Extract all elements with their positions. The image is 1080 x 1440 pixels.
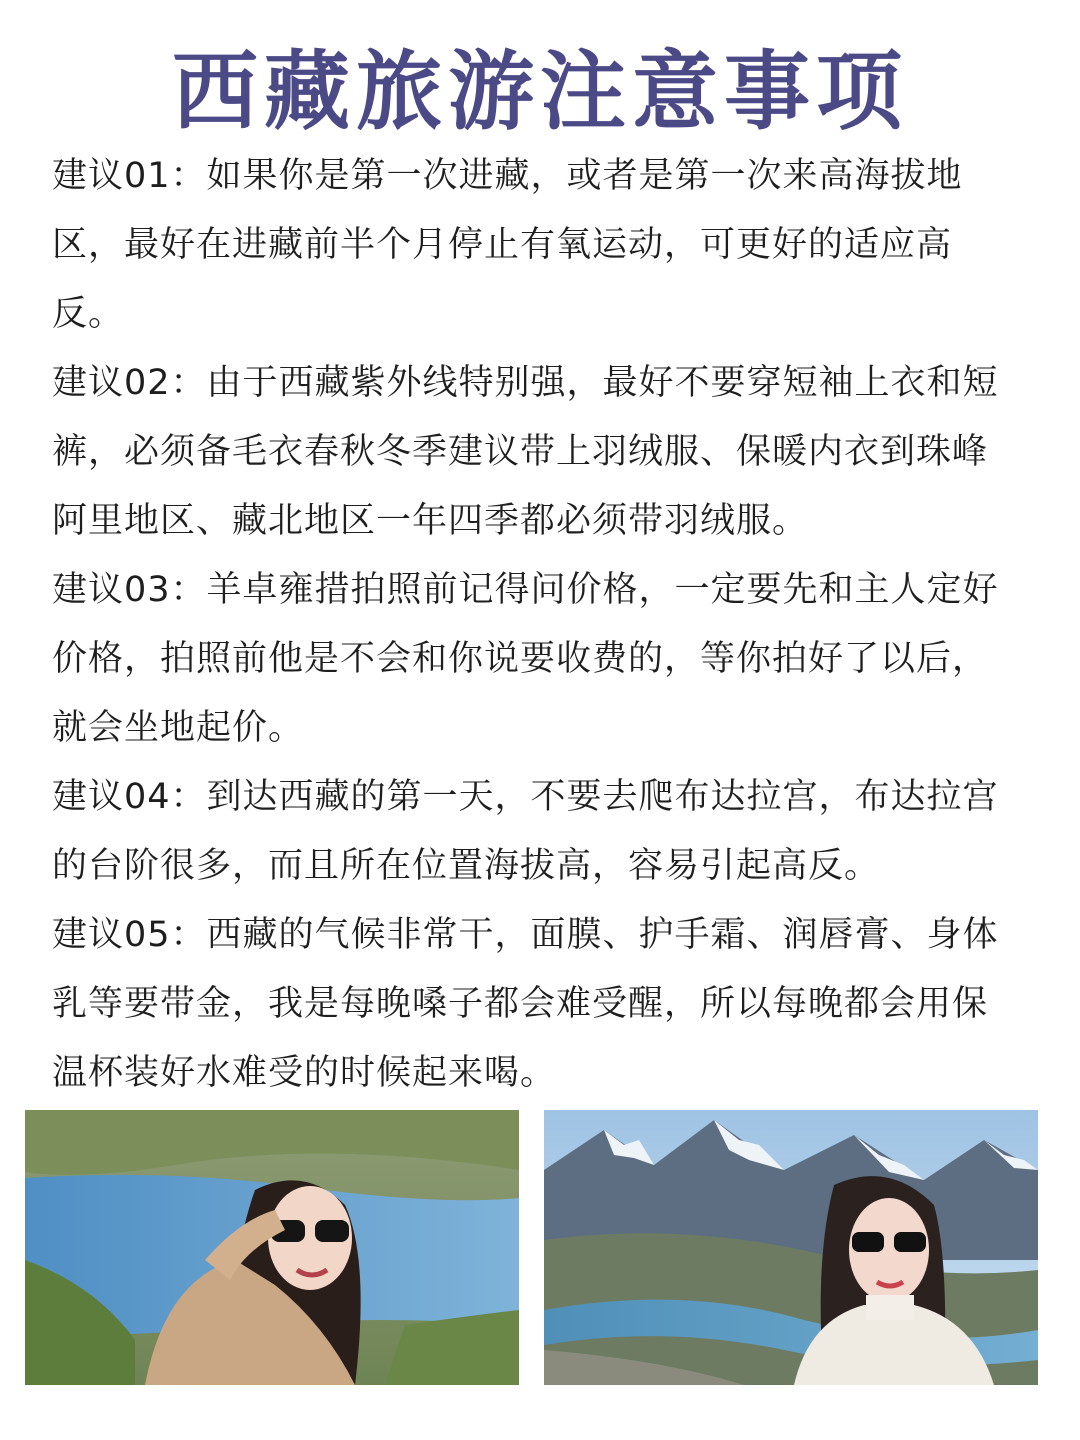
tip-item bbox=[52, 142, 1012, 349]
tip-label: 建议05： bbox=[52, 915, 207, 955]
tip-label: 建议01： bbox=[52, 156, 207, 196]
tip-label: 建议02： bbox=[52, 363, 207, 403]
tip-item bbox=[52, 901, 1012, 1108]
lake-scene-illustration bbox=[25, 1110, 519, 1385]
tip-label: 建议03： bbox=[52, 570, 207, 610]
tip-text: 西藏的气候非常干，面膜、护手霜、润唇膏、身体乳等要带金，我是每晚嗓子都会难受醒，所以每晚都会用保温杯装好水难受的时候起来喝。 bbox=[52, 915, 999, 1093]
mountain-scene-illustration bbox=[544, 1110, 1038, 1385]
photo-mountain-woman bbox=[544, 1110, 1038, 1385]
tip-text: 如果你是第一次进藏，或者是第一次来高海拔地区，最好在进藏前半个月停止有氧运动，可更好的适应高反。 bbox=[52, 156, 963, 334]
tips-list bbox=[52, 142, 1012, 1108]
page-title: 西藏旅游注意事项 bbox=[172, 42, 908, 142]
tip-item bbox=[52, 349, 1012, 556]
tip-text: 到达西藏的第一天，不要去爬布达拉宫，布达拉宫的台阶很多，而且所在位置海拔高，容易引起高反。 bbox=[52, 777, 999, 886]
tip-item bbox=[52, 763, 1012, 901]
photo-lake-woman bbox=[25, 1110, 519, 1385]
tip-item bbox=[52, 556, 1012, 763]
tip-label: 建议04： bbox=[52, 777, 207, 817]
tip-text: 羊卓雍措拍照前记得问价格，一定要先和主人定好价格，拍照前他是不会和你说要收费的，等你拍好了以后，就会坐地起价。 bbox=[52, 570, 999, 748]
tip-text: 由于西藏紫外线特别强，最好不要穿短袖上衣和短裤，必须备毛衣春秋冬季建议带上羽绒服、保暖内衣到珠峰阿里地区、藏北地区一年四季都必须带羽绒服。 bbox=[52, 363, 999, 541]
